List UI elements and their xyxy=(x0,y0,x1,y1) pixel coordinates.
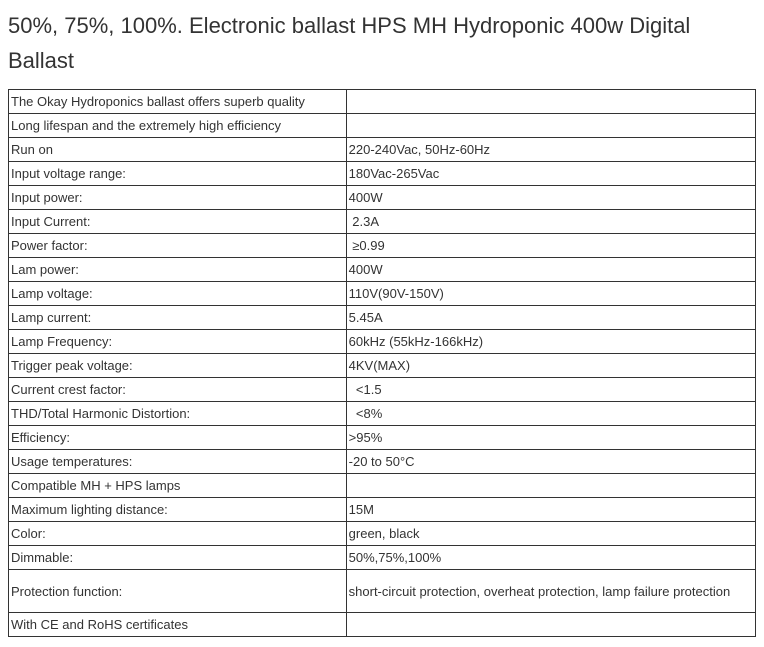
table-row xyxy=(9,210,756,234)
spec-value: 220-240Vac, 50Hz-60Hz xyxy=(346,138,755,162)
spec-label: Usage temperatures: xyxy=(9,450,347,474)
spec-label: Input Current: xyxy=(9,210,347,234)
spec-value: <8% xyxy=(346,402,755,426)
spec-value: >95% xyxy=(346,426,755,450)
spec-label: Lamp Frequency: xyxy=(9,330,347,354)
spec-label: Lamp voltage: xyxy=(9,282,347,306)
spec-value: 4KV(MAX) xyxy=(346,354,755,378)
spec-label: Dimmable: xyxy=(9,546,347,570)
table-row xyxy=(9,426,756,450)
table-row xyxy=(9,138,756,162)
spec-value: 400W xyxy=(346,258,755,282)
spec-value: <1.5 xyxy=(346,378,755,402)
spec-label: Maximum lighting distance: xyxy=(9,498,347,522)
spec-value xyxy=(346,474,755,498)
spec-value: 400W xyxy=(346,186,755,210)
spec-value: 2.3A xyxy=(346,210,755,234)
table-row xyxy=(9,330,756,354)
table-row xyxy=(9,522,756,546)
table-row xyxy=(9,282,756,306)
spec-value: 50%,75%,100% xyxy=(346,546,755,570)
table-row xyxy=(9,90,756,114)
spec-value: green, black xyxy=(346,522,755,546)
spec-label: The Okay Hydroponics ballast offers superb quality xyxy=(9,90,347,114)
table-row xyxy=(9,186,756,210)
spec-value: 110V(90V-150V) xyxy=(346,282,755,306)
spec-label: Lamp current: xyxy=(9,306,347,330)
spec-value: 60kHz (55kHz-166kHz) xyxy=(346,330,755,354)
table-row xyxy=(9,162,756,186)
spec-label: Trigger peak voltage: xyxy=(9,354,347,378)
table-row xyxy=(9,114,756,138)
table-row xyxy=(9,306,756,330)
spec-label: Color: xyxy=(9,522,347,546)
spec-label: Input power: xyxy=(9,186,347,210)
spec-label: Run on xyxy=(9,138,347,162)
spec-label: THD/Total Harmonic Distortion: xyxy=(9,402,347,426)
table-row xyxy=(9,234,756,258)
table-row xyxy=(9,613,756,637)
spec-label: Efficiency: xyxy=(9,426,347,450)
spec-label: Current crest factor: xyxy=(9,378,347,402)
spec-label: With CE and RoHS certificates xyxy=(9,613,347,637)
table-row xyxy=(9,258,756,282)
spec-value xyxy=(346,613,755,637)
spec-value: 15M xyxy=(346,498,755,522)
spec-label: Compatible MH + HPS lamps xyxy=(9,474,347,498)
table-row xyxy=(9,474,756,498)
spec-label: Long lifespan and the extremely high efficiency xyxy=(9,114,347,138)
spec-value: 5.45A xyxy=(346,306,755,330)
spec-label: Protection function: xyxy=(9,570,347,613)
spec-label: Power factor: xyxy=(9,234,347,258)
table-row xyxy=(9,354,756,378)
page-title: 50%, 75%, 100%. Electronic ballast HPS MH Hydroponic 400w Digital Ballast xyxy=(8,13,691,73)
table-row xyxy=(9,402,756,426)
spec-label: Lam power: xyxy=(9,258,347,282)
spec-value xyxy=(346,90,755,114)
spec-value: 180Vac-265Vac xyxy=(346,162,755,186)
table-row xyxy=(9,546,756,570)
table-row xyxy=(9,450,756,474)
spec-value: ≥0.99 xyxy=(346,234,755,258)
spec-label: Input voltage range: xyxy=(9,162,347,186)
spec-value: -20 to 50°C xyxy=(346,450,755,474)
table-row xyxy=(9,570,756,613)
table-row xyxy=(9,498,756,522)
table-row xyxy=(9,378,756,402)
spec-value xyxy=(346,114,755,138)
spec-value: short-circuit protection, overheat protection, lamp failure protection xyxy=(346,570,755,613)
spec-table xyxy=(8,89,756,637)
